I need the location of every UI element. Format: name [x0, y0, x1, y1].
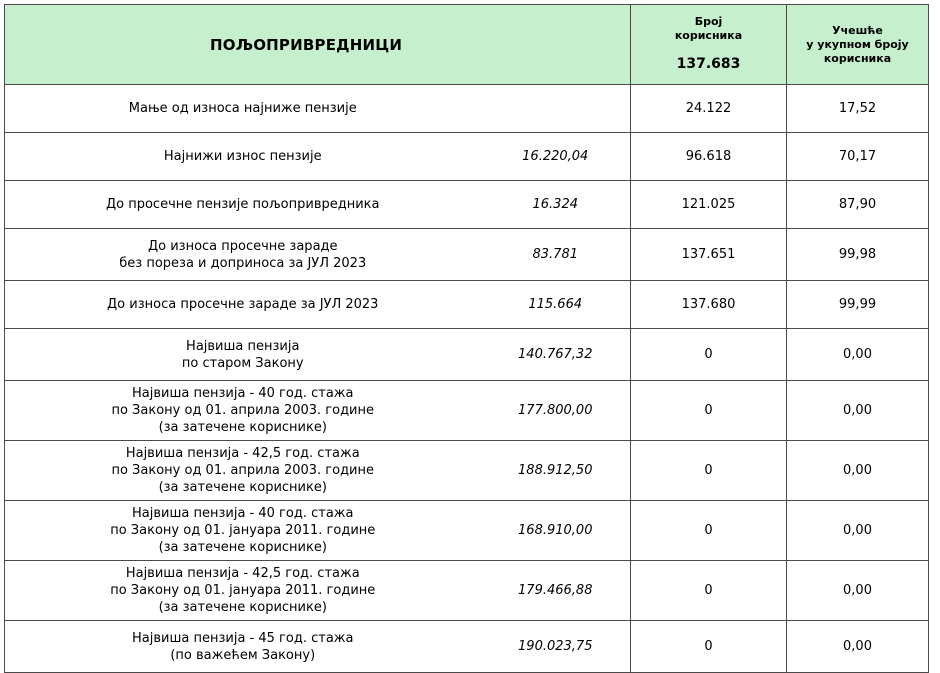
- row-share-percent: 0,00: [787, 561, 929, 621]
- row-users-count: 137.680: [631, 281, 787, 329]
- row-users-count: 137.651: [631, 229, 787, 281]
- row-users-count: 0: [631, 329, 787, 381]
- row-users-count: 0: [631, 381, 787, 441]
- table-header-row: [5, 5, 929, 85]
- row-label: [5, 329, 481, 381]
- row-amount: 179.466,88: [481, 561, 631, 621]
- row-amount: [481, 85, 631, 133]
- row-label: [5, 229, 481, 281]
- table-row: [5, 329, 929, 381]
- row-label: [5, 133, 481, 181]
- row-label-line: (за затечене кориснике): [158, 480, 327, 495]
- row-label-line: Највиша пензија - 40 год. стажа: [132, 386, 354, 401]
- row-amount: 16.220,04: [481, 133, 631, 181]
- row-amount: 190.023,75: [481, 621, 631, 673]
- row-share-percent: 17,52: [787, 85, 929, 133]
- row-amount: 177.800,00: [481, 381, 631, 441]
- row-label-line: (за затечене кориснике): [158, 540, 327, 555]
- table-row: [5, 441, 929, 501]
- row-users-count: 0: [631, 561, 787, 621]
- table-row: [5, 621, 929, 673]
- row-label: [5, 85, 481, 133]
- row-label-line: До износа просечне зараде: [147, 238, 338, 254]
- row-label-line: Највиша пензија - 40 год. стажа: [132, 506, 354, 521]
- row-users-count: 0: [631, 441, 787, 501]
- row-label: [5, 561, 481, 621]
- row-share-percent: 0,00: [787, 621, 929, 673]
- table-row: [5, 229, 929, 281]
- table-body: [5, 85, 929, 673]
- row-amount: 188.912,50: [481, 441, 631, 501]
- share-label-line-2: у укупном броју: [806, 37, 909, 51]
- count-label-line-2: корисника: [674, 29, 743, 42]
- row-amount: 115.664: [481, 281, 631, 329]
- row-label-line: по старом Закону: [181, 355, 304, 371]
- row-label-line: (по важећем Закону): [170, 647, 316, 663]
- row-amount: 140.767,32: [481, 329, 631, 381]
- share-header: [787, 5, 929, 85]
- table-row: [5, 133, 929, 181]
- table-row: [5, 561, 929, 621]
- table-row: [5, 85, 929, 133]
- table-row: [5, 181, 929, 229]
- row-users-count: 0: [631, 501, 787, 561]
- table-row: [5, 501, 929, 561]
- row-label-line: Највиша пензија: [186, 338, 300, 354]
- table-row: [5, 381, 929, 441]
- row-label-line: Највиша пензија - 42,5 год. стажа: [125, 446, 360, 461]
- row-label: [5, 621, 481, 673]
- row-users-count: 96.618: [631, 133, 787, 181]
- row-label-line: по Закону од 01. јануара 2011. године: [110, 523, 376, 538]
- share-label-line-3: корисника: [823, 51, 892, 65]
- row-label-line: Највиша пензија - 45 год. стажа: [132, 630, 354, 646]
- row-label-line: по Закону од 01. априла 2003. године: [111, 463, 375, 478]
- users-count-header: [631, 5, 787, 85]
- row-label-line: Мање од износа најниже пензије: [128, 101, 357, 116]
- row-label-line: (за затечене кориснике): [158, 420, 327, 435]
- row-label-line: Најнижи износ пензије: [163, 149, 322, 164]
- row-users-count: 24.122: [631, 85, 787, 133]
- total-users: 137.683: [676, 56, 741, 72]
- row-users-count: 0: [631, 621, 787, 673]
- count-label-line-1: Број: [694, 15, 723, 28]
- row-users-count: 121.025: [631, 181, 787, 229]
- table-title: ПОЉОПРИВРЕДНИЦИ: [5, 5, 631, 85]
- row-share-percent: 99,99: [787, 281, 929, 329]
- row-share-percent: 0,00: [787, 441, 929, 501]
- row-label-line: без пореза и доприноса за ЈУЛ 2023: [119, 255, 367, 271]
- row-label-line: До просечне пензије пољопривредника: [105, 197, 380, 212]
- row-amount: 83.781: [481, 229, 631, 281]
- row-share-percent: 87,90: [787, 181, 929, 229]
- row-label: [5, 501, 481, 561]
- row-share-percent: 0,00: [787, 329, 929, 381]
- row-label-line: по Закону од 01. априла 2003. године: [111, 403, 375, 418]
- row-label-line: До износа просечне зараде за ЈУЛ 2023: [107, 297, 379, 312]
- row-share-percent: 70,17: [787, 133, 929, 181]
- pension-table: [4, 4, 929, 673]
- row-label-line: по Закону од 01. јануара 2011. године: [110, 583, 376, 598]
- row-label-line: Највиша пензија - 42,5 год. стажа: [125, 566, 360, 581]
- row-label: [5, 381, 481, 441]
- row-label: [5, 281, 481, 329]
- table-row: [5, 281, 929, 329]
- row-label: [5, 441, 481, 501]
- row-amount: 168.910,00: [481, 501, 631, 561]
- row-label: [5, 181, 481, 229]
- row-share-percent: 99,98: [787, 229, 929, 281]
- row-label-line: (за затечене кориснике): [158, 600, 327, 615]
- row-share-percent: 0,00: [787, 501, 929, 561]
- row-share-percent: 0,00: [787, 381, 929, 441]
- share-label-line-1: Учешће: [832, 23, 883, 37]
- row-amount: 16.324: [481, 181, 631, 229]
